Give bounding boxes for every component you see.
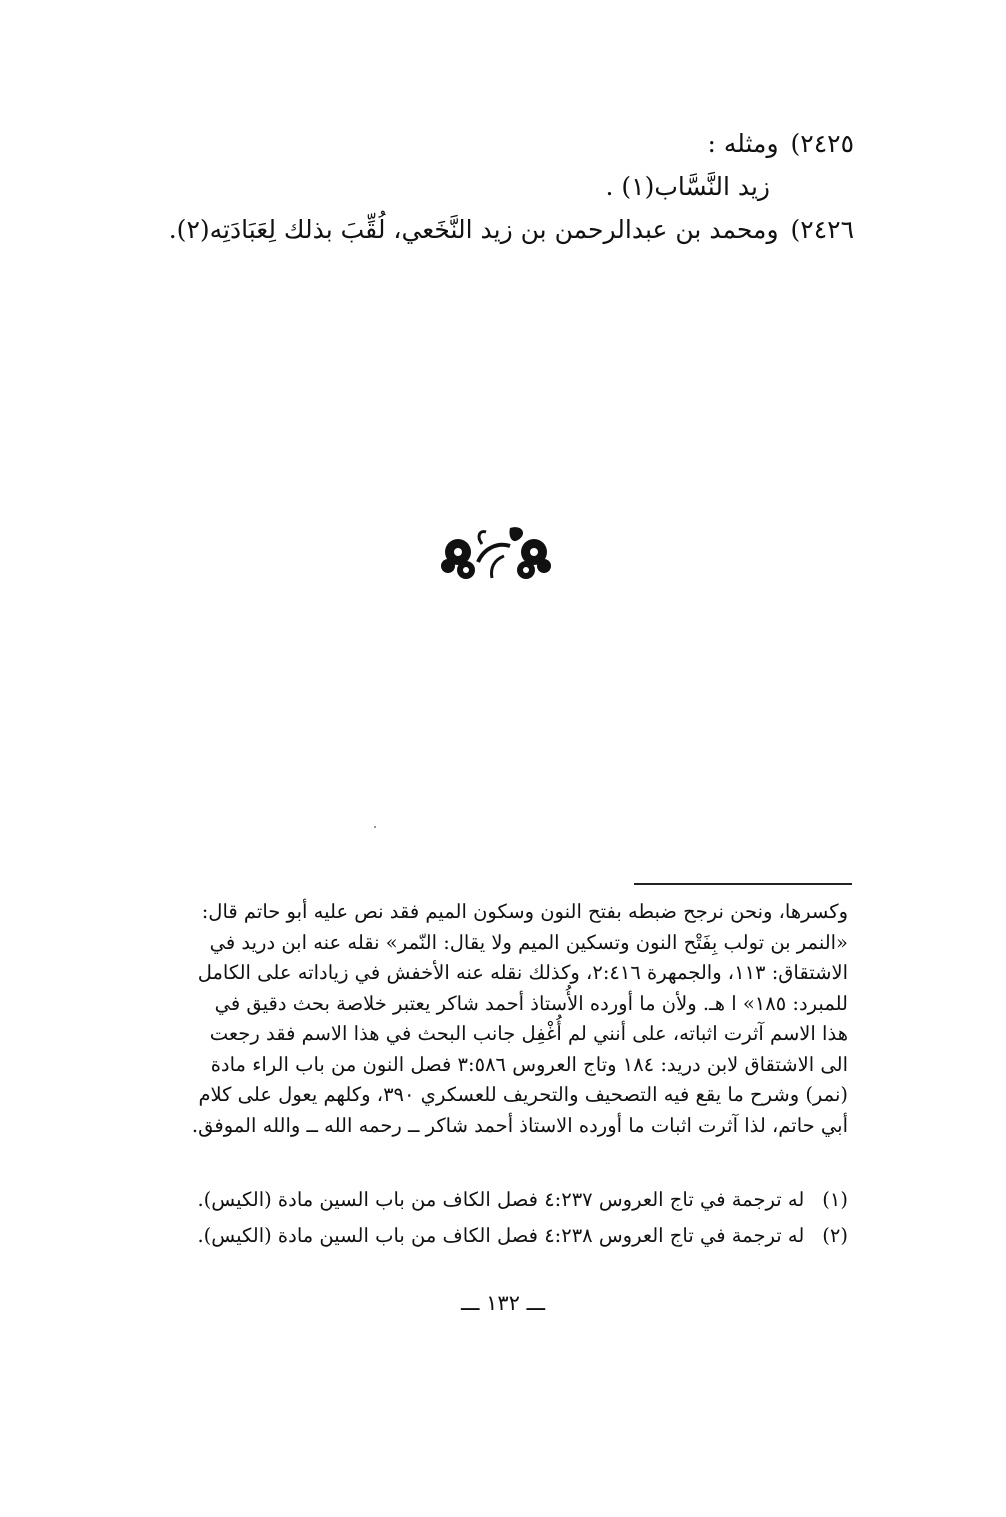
footnote-text: له ترجمة في تاج العروس ٤:٢٣٧ فصل الكاف من باب السين مادة (الكيس). xyxy=(197,1188,805,1211)
stray-dot xyxy=(374,826,376,828)
footnote-2 xyxy=(128,1221,848,1251)
footnote-separator xyxy=(634,883,852,885)
footnote-continuation xyxy=(128,897,848,1141)
footnote-line: الى الاشتقاق لابن دريد: ١٨٤ وتاج العروس ٣:٥٨٦ فصل النون من باب الراء مادة xyxy=(210,1052,848,1076)
footnote-line: وكسرها، ونحن نرجح ضبطه بفتح النون وسكون الميم فقد نص عليه أبو حاتم قال: xyxy=(201,900,848,923)
entry-number: ٢٤٢٥) xyxy=(790,129,854,158)
entry-number: ٢٤٢٦) xyxy=(790,215,854,244)
entry-2426 xyxy=(134,210,854,250)
footnote-line: (نمر) وشرح ما يقع فيه التصحيف والتحريف للعسكري ٣٩٠، وكلهم يعول على كلام xyxy=(198,1083,848,1106)
entry-text: ومثله : xyxy=(707,129,779,158)
footnote-marker: (١) xyxy=(822,1188,848,1211)
footnote-1 xyxy=(128,1185,848,1215)
footnote-line: الاشتقاق: ١١٣، والجمهرة ٢:٤١٦، وكذلك نقله عنه الأخفش في زياداته على الكامل xyxy=(197,961,848,984)
page-number: ـــ ١٣٢ ـــ xyxy=(460,1291,546,1315)
entry-2425-sub: زيد النَّسَّاب(١) . xyxy=(605,172,770,201)
footnote-line: أبي حاتم، لذا آثرت اثبات ما أورده الاستاذ أحمد شاكر ــ رحمه الله ــ والله الموفق. xyxy=(191,1113,848,1137)
floral-ornament-icon xyxy=(436,522,556,584)
footnote-line: هذا الاسم آثرت اثباته، على أنني لم أُغْفِل جانب البحث في هذا الاسم فقد رجعت xyxy=(209,1022,848,1045)
entry-text: ومحمد بن عبدالرحمن بن زيد النَّخَعي، لُقِّبَ بذلك لِعَبَادَتِه(٢). xyxy=(168,215,779,244)
footnote-line: «النمر بن تولب بِفَتْح النون وتسكين الميم ولا يقال: النّمر» نقله عنه ابن دريد في xyxy=(209,930,848,954)
footnote-text: له ترجمة في تاج العروس ٤:٢٣٨ فصل الكاف من باب السين مادة (الكيس). xyxy=(197,1224,805,1247)
footnote-marker: (٢) xyxy=(822,1224,848,1247)
footnote-line: للمبرد: ١٨٥» ا هـ. ولأن ما أورده الأُستاذ أحمد شاكر يعتبر خلاصة بحث دقيق في xyxy=(214,991,848,1015)
entry-2425 xyxy=(134,124,854,164)
